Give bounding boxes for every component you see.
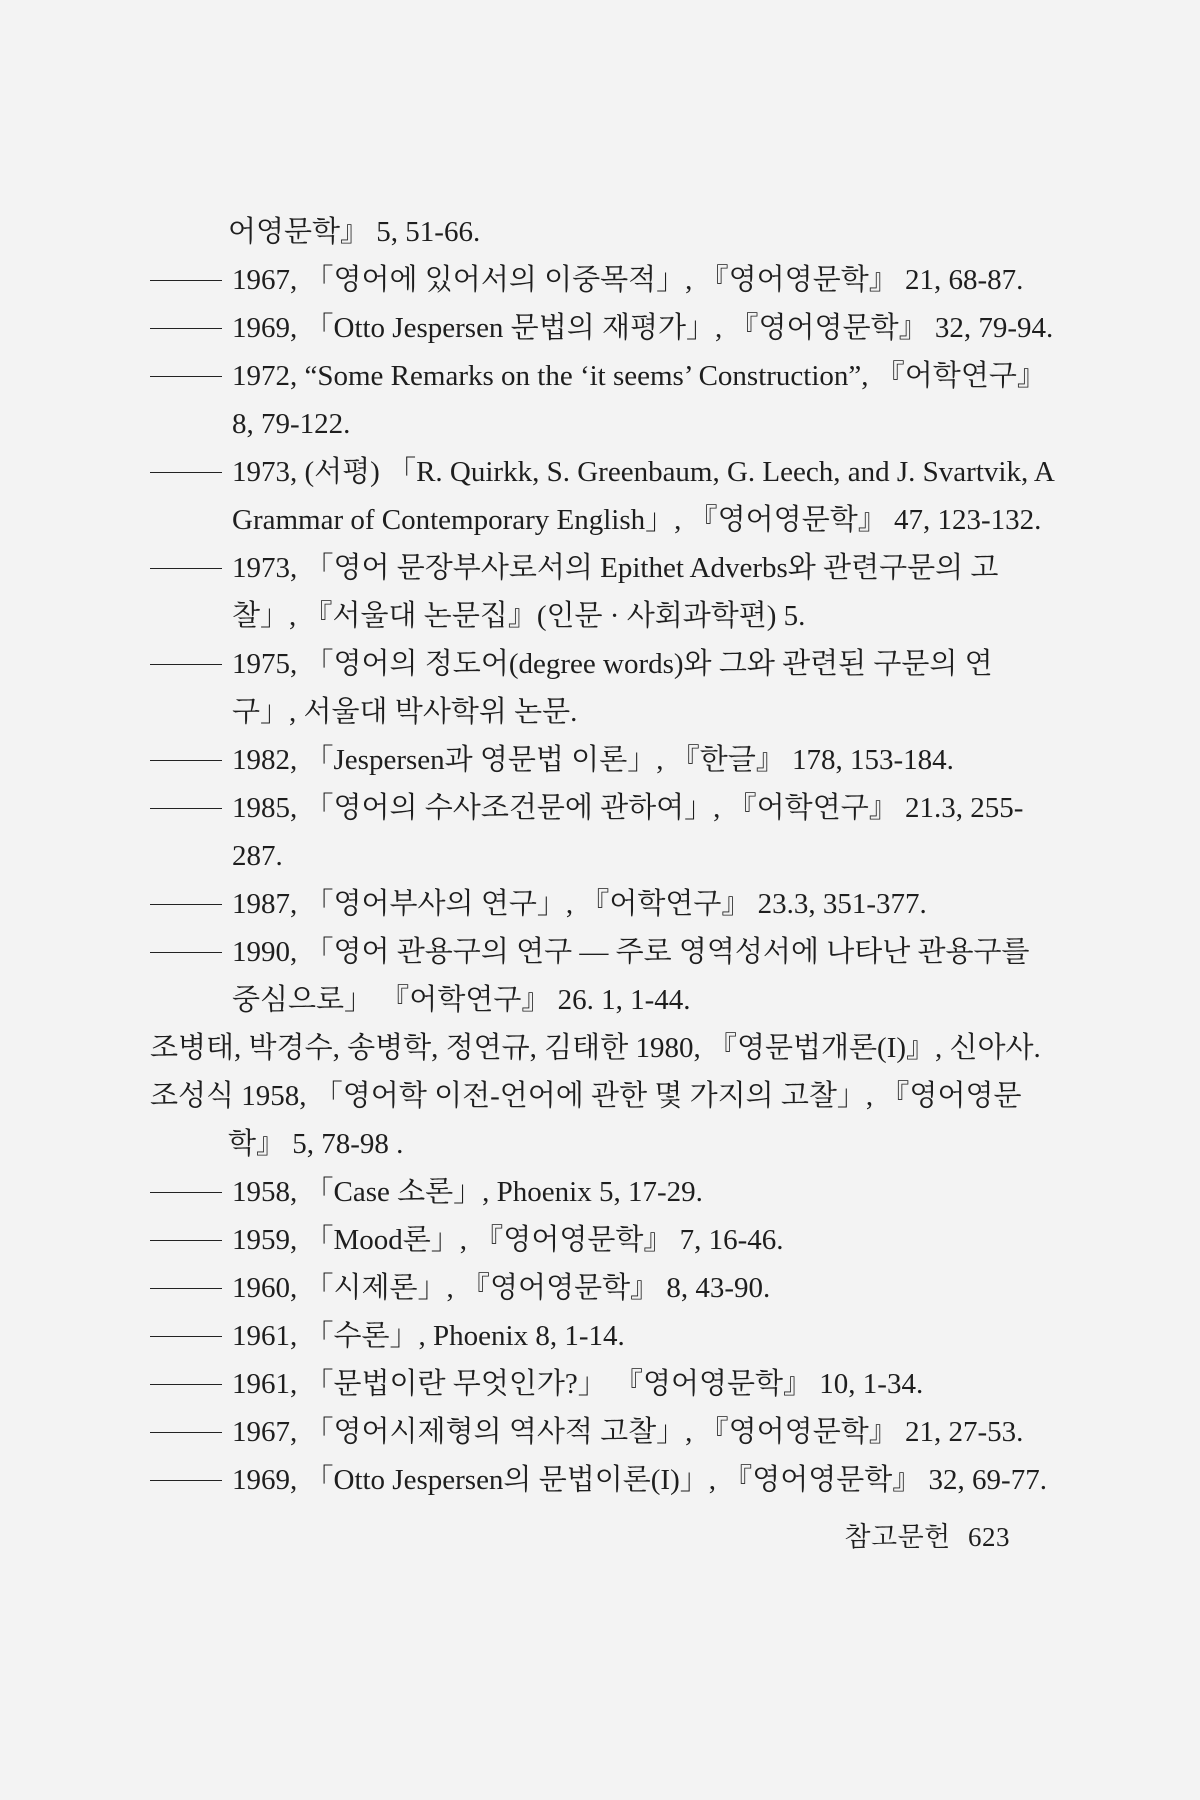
- reference-entry: [150, 1408, 1055, 1456]
- reference-text: 조병태, 박경수, 송병학, 정연규, 김태한 1980, 『영문법개론(I)』, 신아사.: [150, 1032, 1041, 1064]
- reference-text: 1959, 「Mood론」, 『영어영문학』 7, 16-46.: [232, 1224, 784, 1256]
- reference-text: 1961, 「수론」, Phoenix 8, 1-14.: [232, 1320, 625, 1352]
- ditto-dash: [150, 760, 222, 761]
- ditto-dash: [150, 472, 222, 473]
- reference-entry: [150, 880, 1055, 928]
- reference-entry: [150, 1264, 1055, 1312]
- reference-entry: [150, 1072, 1055, 1168]
- ditto-dash: [150, 664, 222, 665]
- reference-text: 1969, 「Otto Jespersen의 문법이론(I)」, 『영어영문학』 32, 69-77.: [232, 1464, 1047, 1496]
- reference-list: [150, 208, 1055, 1504]
- ditto-dash: [150, 1192, 222, 1193]
- page-number: 623: [968, 1522, 1010, 1552]
- ditto-dash: [150, 1432, 222, 1433]
- reference-text: 조성식 1958, 「영어학 이전-언어에 관한 몇 가지의 고찰」, 『영어영문학』 5, 78-98 .: [150, 1080, 1022, 1160]
- reference-entry: [150, 304, 1055, 352]
- reference-text: 1961, 「문법이란 무엇인가?」 『영어영문학』 10, 1-34.: [232, 1368, 924, 1400]
- ditto-dash: [150, 280, 222, 281]
- reference-entry: [150, 1216, 1055, 1264]
- reference-entry: [150, 256, 1055, 304]
- reference-entry: [150, 1312, 1055, 1360]
- reference-entry: [150, 640, 1055, 736]
- reference-entry: [150, 352, 1055, 448]
- reference-entry: [150, 736, 1055, 784]
- ditto-dash: [150, 904, 222, 905]
- ditto-dash: [150, 1288, 222, 1289]
- reference-entry: [150, 544, 1055, 640]
- reference-text: 1987, 「영어부사의 연구」, 『어학연구』 23.3, 351-377.: [232, 888, 927, 920]
- ditto-dash: [150, 1240, 222, 1241]
- reference-entry: [150, 1168, 1055, 1216]
- reference-entry: [150, 1024, 1055, 1072]
- reference-text: 1967, 「영어시제형의 역사적 고찰」, 『영어영문학』 21, 27-53.: [232, 1416, 1024, 1448]
- reference-text: 1958, 「Case 소론」, Phoenix 5, 17-29.: [232, 1176, 703, 1208]
- reference-entry: [150, 208, 1055, 256]
- ditto-dash: [150, 808, 222, 809]
- reference-entry: [150, 448, 1055, 544]
- ditto-dash: [150, 568, 222, 569]
- reference-text: 1969, 「Otto Jespersen 문법의 재평가」, 『영어영문학』 32, 79-94.: [232, 312, 1054, 344]
- reference-entry: [150, 1360, 1055, 1408]
- ditto-dash: [150, 952, 222, 953]
- reference-text: 1973, 「영어 문장부사로서의 Epithet Adverbs와 관련구문의 고찰」, 『서울대 논문집』(인문 · 사회과학편) 5.: [232, 552, 999, 632]
- reference-text: 1990, 「영어 관용구의 연구 — 주로 영역성서에 나타난 관용구를 중심으로」 『어학연구』 26. 1, 1-44.: [232, 936, 1030, 1016]
- reference-entry: [150, 928, 1055, 1024]
- ditto-dash: [150, 1480, 222, 1481]
- reference-text: 1982, 「Jespersen과 영문법 이론」, 『한글』 178, 153-184.: [232, 744, 954, 776]
- ditto-dash: [150, 1336, 222, 1337]
- reference-text: 1960, 「시제론」, 『영어영문학』 8, 43-90.: [232, 1272, 771, 1304]
- ditto-dash: [150, 1384, 222, 1385]
- page-footer: [844, 1515, 1010, 1554]
- reference-text: 1972, “Some Remarks on the ‘it seems’ Construction”, 『어학연구』 8, 79-122.: [232, 360, 1046, 440]
- section-title: 참고문헌: [844, 1522, 951, 1552]
- ditto-dash: [150, 376, 222, 377]
- reference-entry: [150, 1456, 1055, 1504]
- reference-entry: [150, 784, 1055, 880]
- reference-text: 1975, 「영어의 정도어(degree words)와 그와 관련된 구문의 연구」, 서울대 박사학위 논문.: [232, 648, 993, 728]
- reference-text: 1973, (서평) 「R. Quirkk, S. Greenbaum, G. Leech, and J. Svartvik, A Grammar of Contemporary English」, 『영어영문학』 47, 123-132.: [232, 456, 1054, 536]
- reference-text: 1967, 「영어에 있어서의 이중목적」, 『영어영문학』 21, 68-87.: [232, 264, 1024, 296]
- reference-text: 1985, 「영어의 수사조건문에 관하여」, 『어학연구』 21.3, 255-287.: [232, 792, 1024, 872]
- reference-text: 어영문학』 5, 51-66.: [228, 216, 481, 248]
- ditto-dash: [150, 328, 222, 329]
